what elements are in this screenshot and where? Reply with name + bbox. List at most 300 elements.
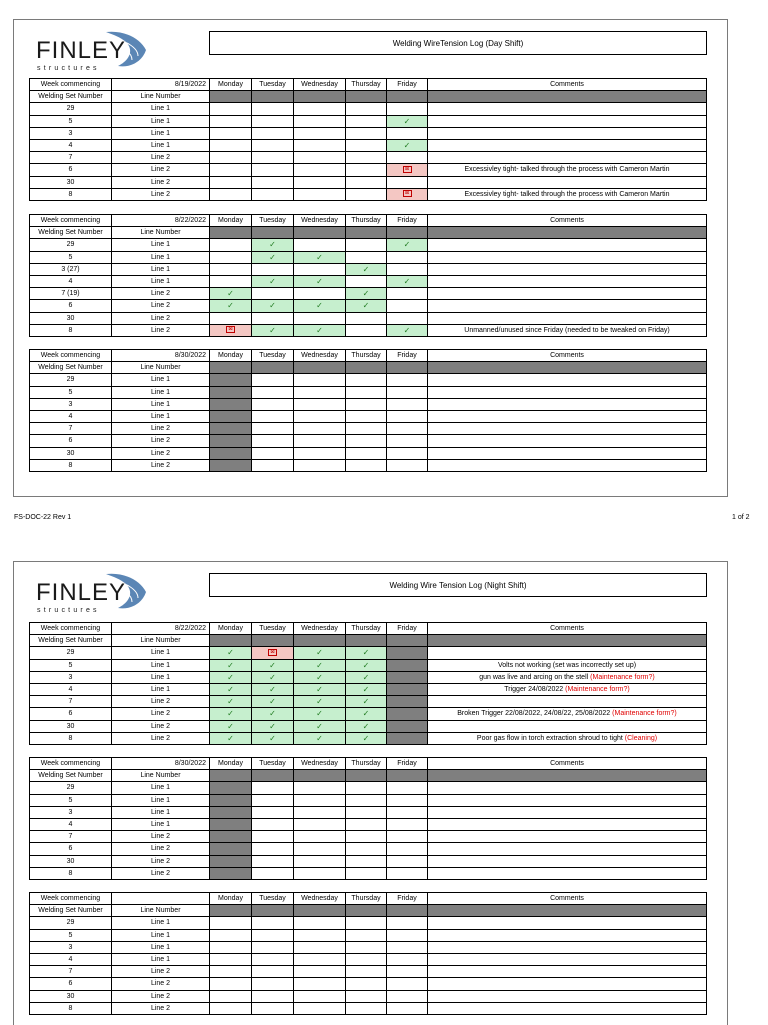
check-cell-tuesday[interactable] [252,251,294,263]
check-cell-monday[interactable] [210,683,252,695]
check-cell-monday[interactable] [210,288,252,300]
check-cell-monday[interactable] [210,127,252,139]
check-cell-wednesday[interactable] [294,139,346,151]
check-cell-wednesday[interactable] [294,720,346,732]
check-cell-tuesday[interactable] [252,732,294,744]
check-cell-tuesday[interactable] [252,324,294,336]
check-cell-friday[interactable] [387,806,428,818]
check-cell-tuesday[interactable] [252,459,294,471]
check-cell-friday[interactable] [387,139,428,151]
check-cell-monday[interactable] [210,720,252,732]
check-cell-friday[interactable] [387,374,428,386]
line-number: Line 1 [112,818,210,830]
check-cell-wednesday[interactable] [294,398,346,410]
check-cell-thursday[interactable] [346,398,387,410]
check-cell-thursday[interactable] [346,782,387,794]
check-cell-tuesday[interactable] [252,103,294,115]
check-cell-thursday[interactable] [346,671,387,683]
check-cell-tuesday[interactable] [252,708,294,720]
table-row [30,459,707,471]
check-cell-friday[interactable] [387,659,428,671]
check-cell-thursday[interactable] [346,732,387,744]
cross-box-icon: ⊠ [226,326,235,333]
check-cell-tuesday[interactable] [252,966,294,978]
check-cell-wednesday[interactable] [294,312,346,324]
day-header-monday: Monday [210,350,252,362]
tension-log-table [29,349,707,472]
check-cell-tuesday[interactable] [252,696,294,708]
check-cell-monday[interactable] [210,152,252,164]
welding-set-number: 4 [30,818,112,830]
check-cell-thursday[interactable] [346,806,387,818]
cross-box-icon: ⊠ [403,166,412,173]
check-cell-wednesday[interactable] [294,275,346,287]
check-cell-monday[interactable] [210,435,252,447]
check-cell-tuesday[interactable] [252,447,294,459]
check-cell-monday[interactable] [210,300,252,312]
check-cell-friday[interactable] [387,917,428,929]
comment-cell [428,435,707,447]
check-cell-friday[interactable] [387,966,428,978]
check-cell-tuesday[interactable] [252,818,294,830]
check-cell-friday[interactable] [387,164,428,176]
table-row [30,978,707,990]
check-cell-tuesday[interactable] [252,435,294,447]
check-cell-monday[interactable] [210,978,252,990]
welding-set-number: 7 (19) [30,288,112,300]
comment-cell [428,251,707,263]
day-header-thursday: Thursday [346,215,387,227]
welding-set-number: 4 [30,683,112,695]
check-cell-thursday[interactable] [346,139,387,151]
check-cell-tuesday[interactable] [252,941,294,953]
check-cell-tuesday[interactable] [252,188,294,200]
check-cell-thursday[interactable] [346,855,387,867]
tension-log-table [29,757,707,880]
check-cell-monday[interactable] [210,966,252,978]
check-cell-monday[interactable] [210,818,252,830]
day-header-friday: Friday [387,623,428,635]
check-cell-tuesday[interactable] [252,263,294,275]
check-cell-thursday[interactable] [346,978,387,990]
check-cell-tuesday[interactable] [252,152,294,164]
check-cell-thursday[interactable] [346,953,387,965]
check-cell-wednesday[interactable] [294,929,346,941]
check-cell-tuesday[interactable] [252,386,294,398]
checkmark-icon: ✓ [362,660,370,670]
check-cell-wednesday[interactable] [294,990,346,1002]
check-cell-thursday[interactable] [346,818,387,830]
check-cell-wednesday[interactable] [294,794,346,806]
comment-cell [428,647,707,659]
check-cell-thursday[interactable] [346,288,387,300]
check-cell-monday[interactable] [210,990,252,1002]
table-row [30,435,707,447]
check-cell-wednesday[interactable] [294,127,346,139]
check-cell-thursday[interactable] [346,324,387,336]
check-cell-monday[interactable] [210,275,252,287]
check-cell-wednesday[interactable] [294,410,346,422]
check-cell-monday[interactable] [210,398,252,410]
check-cell-monday[interactable] [210,831,252,843]
check-cell-thursday[interactable] [346,1002,387,1014]
check-cell-friday[interactable] [387,410,428,422]
check-cell-wednesday[interactable] [294,300,346,312]
header-shade-cell [252,227,294,239]
check-cell-monday[interactable] [210,867,252,879]
check-cell-thursday[interactable] [346,386,387,398]
svg-text:structures: structures [37,607,100,614]
check-cell-friday[interactable] [387,459,428,471]
check-cell-wednesday[interactable] [294,831,346,843]
check-cell-monday[interactable] [210,806,252,818]
check-cell-friday[interactable] [387,782,428,794]
check-cell-wednesday[interactable] [294,374,346,386]
check-cell-friday[interactable] [387,152,428,164]
line-number: Line 2 [112,1002,210,1014]
check-cell-tuesday[interactable] [252,300,294,312]
check-cell-thursday[interactable] [346,115,387,127]
check-cell-wednesday[interactable] [294,386,346,398]
welding-set-number: 3 [30,671,112,683]
day-header-wednesday: Wednesday [294,350,346,362]
check-cell-tuesday[interactable] [252,312,294,324]
check-cell-thursday[interactable] [346,647,387,659]
checkmark-icon: ✓ [227,289,234,299]
check-cell-thursday[interactable] [346,447,387,459]
line-number: Line 1 [112,806,210,818]
check-cell-wednesday[interactable] [294,941,346,953]
check-cell-wednesday[interactable] [294,966,346,978]
check-cell-wednesday[interactable] [294,435,346,447]
comment-cell [428,386,707,398]
check-cell-thursday[interactable] [346,683,387,695]
line-number: Line 2 [112,435,210,447]
check-cell-wednesday[interactable] [294,818,346,830]
check-cell-tuesday[interactable] [252,164,294,176]
check-cell-wednesday[interactable] [294,288,346,300]
table-row [30,671,707,683]
check-cell-tuesday[interactable] [252,374,294,386]
check-cell-monday[interactable] [210,239,252,251]
check-cell-thursday[interactable] [346,941,387,953]
check-cell-thursday[interactable] [346,843,387,855]
check-cell-wednesday[interactable] [294,659,346,671]
check-cell-tuesday[interactable] [252,990,294,1002]
check-cell-monday[interactable] [210,139,252,151]
check-cell-wednesday[interactable] [294,423,346,435]
check-cell-thursday[interactable] [346,275,387,287]
table-row [30,176,707,188]
check-cell-tuesday[interactable] [252,176,294,188]
check-cell-friday[interactable] [387,324,428,336]
check-cell-wednesday[interactable] [294,806,346,818]
check-cell-monday[interactable] [210,386,252,398]
check-cell-friday[interactable] [387,447,428,459]
check-cell-friday[interactable] [387,239,428,251]
check-cell-monday[interactable] [210,251,252,263]
check-cell-thursday[interactable] [346,176,387,188]
check-cell-friday[interactable] [387,929,428,941]
check-cell-thursday[interactable] [346,103,387,115]
check-cell-friday[interactable] [387,818,428,830]
check-cell-thursday[interactable] [346,263,387,275]
check-cell-tuesday[interactable] [252,115,294,127]
check-cell-tuesday[interactable] [252,782,294,794]
check-cell-thursday[interactable] [346,312,387,324]
check-cell-thursday[interactable] [346,410,387,422]
check-cell-friday[interactable] [387,435,428,447]
check-cell-monday[interactable] [210,459,252,471]
tension-log-table [29,214,707,337]
check-cell-monday[interactable] [210,659,252,671]
check-cell-thursday[interactable] [346,867,387,879]
table-row [30,843,707,855]
line-number: Line 2 [112,176,210,188]
check-cell-thursday[interactable] [346,127,387,139]
check-cell-friday[interactable] [387,794,428,806]
line-number: Line 2 [112,990,210,1002]
check-cell-tuesday[interactable] [252,647,294,659]
checkmark-icon: ✓ [227,709,234,719]
check-cell-tuesday[interactable] [252,127,294,139]
checkmark-icon: ✓ [362,721,370,731]
check-cell-wednesday[interactable] [294,843,346,855]
check-cell-tuesday[interactable] [252,720,294,732]
check-cell-wednesday[interactable] [294,696,346,708]
check-cell-friday[interactable] [387,423,428,435]
check-cell-monday[interactable] [210,115,252,127]
check-cell-monday[interactable] [210,103,252,115]
check-cell-thursday[interactable] [346,188,387,200]
check-cell-tuesday[interactable] [252,398,294,410]
day-header-monday: Monday [210,215,252,227]
check-cell-monday[interactable] [210,312,252,324]
check-cell-friday[interactable] [387,843,428,855]
check-cell-monday[interactable] [210,423,252,435]
check-cell-thursday[interactable] [346,966,387,978]
check-cell-thursday[interactable] [346,435,387,447]
check-cell-monday[interactable] [210,696,252,708]
check-cell-monday[interactable] [210,263,252,275]
check-cell-tuesday[interactable] [252,855,294,867]
column-header-row [30,91,707,103]
check-cell-thursday[interactable] [346,917,387,929]
check-cell-wednesday[interactable] [294,115,346,127]
check-cell-friday[interactable] [387,867,428,879]
check-cell-thursday[interactable] [346,696,387,708]
check-cell-friday[interactable] [387,720,428,732]
check-cell-friday[interactable] [387,941,428,953]
check-cell-thursday[interactable] [346,300,387,312]
check-cell-friday[interactable] [387,103,428,115]
day-header-thursday: Thursday [346,758,387,770]
check-cell-tuesday[interactable] [252,683,294,695]
check-cell-tuesday[interactable] [252,843,294,855]
check-cell-wednesday[interactable] [294,671,346,683]
check-cell-wednesday[interactable] [294,188,346,200]
check-cell-friday[interactable] [387,671,428,683]
check-cell-tuesday[interactable] [252,275,294,287]
check-cell-wednesday[interactable] [294,782,346,794]
check-cell-monday[interactable] [210,176,252,188]
check-cell-monday[interactable] [210,708,252,720]
check-cell-thursday[interactable] [346,659,387,671]
check-cell-friday[interactable] [387,696,428,708]
check-cell-friday[interactable] [387,732,428,744]
check-cell-wednesday[interactable] [294,1002,346,1014]
check-cell-tuesday[interactable] [252,953,294,965]
check-cell-tuesday[interactable] [252,917,294,929]
check-cell-thursday[interactable] [346,929,387,941]
check-cell-wednesday[interactable] [294,917,346,929]
check-cell-thursday[interactable] [346,251,387,263]
check-cell-wednesday[interactable] [294,708,346,720]
check-cell-friday[interactable] [387,288,428,300]
check-cell-thursday[interactable] [346,239,387,251]
check-cell-monday[interactable] [210,188,252,200]
check-cell-monday[interactable] [210,732,252,744]
check-cell-tuesday[interactable] [252,410,294,422]
check-cell-friday[interactable] [387,176,428,188]
check-cell-tuesday[interactable] [252,288,294,300]
check-cell-thursday[interactable] [346,831,387,843]
check-cell-monday[interactable] [210,447,252,459]
check-cell-monday[interactable] [210,324,252,336]
check-cell-monday[interactable] [210,843,252,855]
check-cell-tuesday[interactable] [252,239,294,251]
check-cell-tuesday[interactable] [252,794,294,806]
log-title: Welding WireTension Log (Day Shift) [209,31,707,55]
check-cell-wednesday[interactable] [294,459,346,471]
check-cell-monday[interactable] [210,374,252,386]
check-cell-wednesday[interactable] [294,978,346,990]
welding-set-number: 6 [30,300,112,312]
check-cell-thursday[interactable] [346,459,387,471]
header-shade-cell [294,362,346,374]
check-cell-monday[interactable] [210,953,252,965]
day-header-wednesday: Wednesday [294,758,346,770]
line-number: Line 1 [112,953,210,965]
header-shade-cell [210,362,252,374]
week-header-row [30,79,707,91]
check-cell-friday[interactable] [387,275,428,287]
check-cell-wednesday[interactable] [294,164,346,176]
check-cell-friday[interactable] [387,188,428,200]
check-cell-wednesday[interactable] [294,251,346,263]
check-cell-monday[interactable] [210,917,252,929]
tension-log-table [29,892,707,1015]
checkmark-icon: ✓ [362,648,370,658]
check-cell-monday[interactable] [210,410,252,422]
check-cell-friday[interactable] [387,263,428,275]
check-cell-monday[interactable] [210,794,252,806]
check-cell-wednesday[interactable] [294,855,346,867]
check-cell-friday[interactable] [387,990,428,1002]
check-cell-thursday[interactable] [346,164,387,176]
check-cell-friday[interactable] [387,978,428,990]
check-cell-monday[interactable] [210,941,252,953]
header-shade-cell [346,770,387,782]
check-cell-monday[interactable] [210,782,252,794]
check-cell-friday[interactable] [387,115,428,127]
check-cell-thursday[interactable] [346,990,387,1002]
check-cell-friday[interactable] [387,647,428,659]
check-cell-tuesday[interactable] [252,659,294,671]
check-cell-tuesday[interactable] [252,1002,294,1014]
check-cell-tuesday[interactable] [252,139,294,151]
check-cell-friday[interactable] [387,1002,428,1014]
table-row [30,447,707,459]
check-cell-tuesday[interactable] [252,671,294,683]
check-cell-thursday[interactable] [346,374,387,386]
check-cell-monday[interactable] [210,1002,252,1014]
check-cell-tuesday[interactable] [252,867,294,879]
comment-cell [428,696,707,708]
check-cell-friday[interactable] [387,831,428,843]
checkmark-icon: ✓ [362,733,370,743]
check-cell-friday[interactable] [387,300,428,312]
welding-set-number-header: Welding Set Number [30,227,112,239]
check-cell-wednesday[interactable] [294,953,346,965]
line-number: Line 2 [112,164,210,176]
check-cell-monday[interactable] [210,855,252,867]
check-cell-wednesday[interactable] [294,152,346,164]
check-cell-tuesday[interactable] [252,929,294,941]
check-cell-friday[interactable] [387,855,428,867]
comment-flag: (Cleaning) [624,734,658,742]
check-cell-tuesday[interactable] [252,978,294,990]
check-cell-wednesday[interactable] [294,867,346,879]
check-cell-thursday[interactable] [346,152,387,164]
welding-set-number: 30 [30,720,112,732]
check-cell-monday[interactable] [210,647,252,659]
check-cell-friday[interactable] [387,398,428,410]
check-cell-thursday[interactable] [346,708,387,720]
line-number: Line 2 [112,867,210,879]
check-cell-wednesday[interactable] [294,263,346,275]
check-cell-monday[interactable] [210,164,252,176]
check-cell-friday[interactable] [387,312,428,324]
check-cell-thursday[interactable] [346,423,387,435]
table-row [30,831,707,843]
check-cell-wednesday[interactable] [294,732,346,744]
check-cell-tuesday[interactable] [252,806,294,818]
check-cell-friday[interactable] [387,683,428,695]
check-cell-thursday[interactable] [346,794,387,806]
check-cell-wednesday[interactable] [294,103,346,115]
check-cell-friday[interactable] [387,953,428,965]
line-number: Line 2 [112,423,210,435]
check-cell-wednesday[interactable] [294,239,346,251]
header-shade-cell [294,91,346,103]
check-cell-thursday[interactable] [346,720,387,732]
check-cell-tuesday[interactable] [252,423,294,435]
check-cell-tuesday[interactable] [252,831,294,843]
check-cell-friday[interactable] [387,386,428,398]
check-cell-wednesday[interactable] [294,176,346,188]
check-cell-friday[interactable] [387,251,428,263]
check-cell-wednesday[interactable] [294,683,346,695]
check-cell-wednesday[interactable] [294,324,346,336]
check-cell-friday[interactable] [387,127,428,139]
check-cell-wednesday[interactable] [294,647,346,659]
day-header-tuesday: Tuesday [252,79,294,91]
check-cell-wednesday[interactable] [294,447,346,459]
check-cell-friday[interactable] [387,708,428,720]
check-cell-monday[interactable] [210,929,252,941]
check-cell-monday[interactable] [210,671,252,683]
